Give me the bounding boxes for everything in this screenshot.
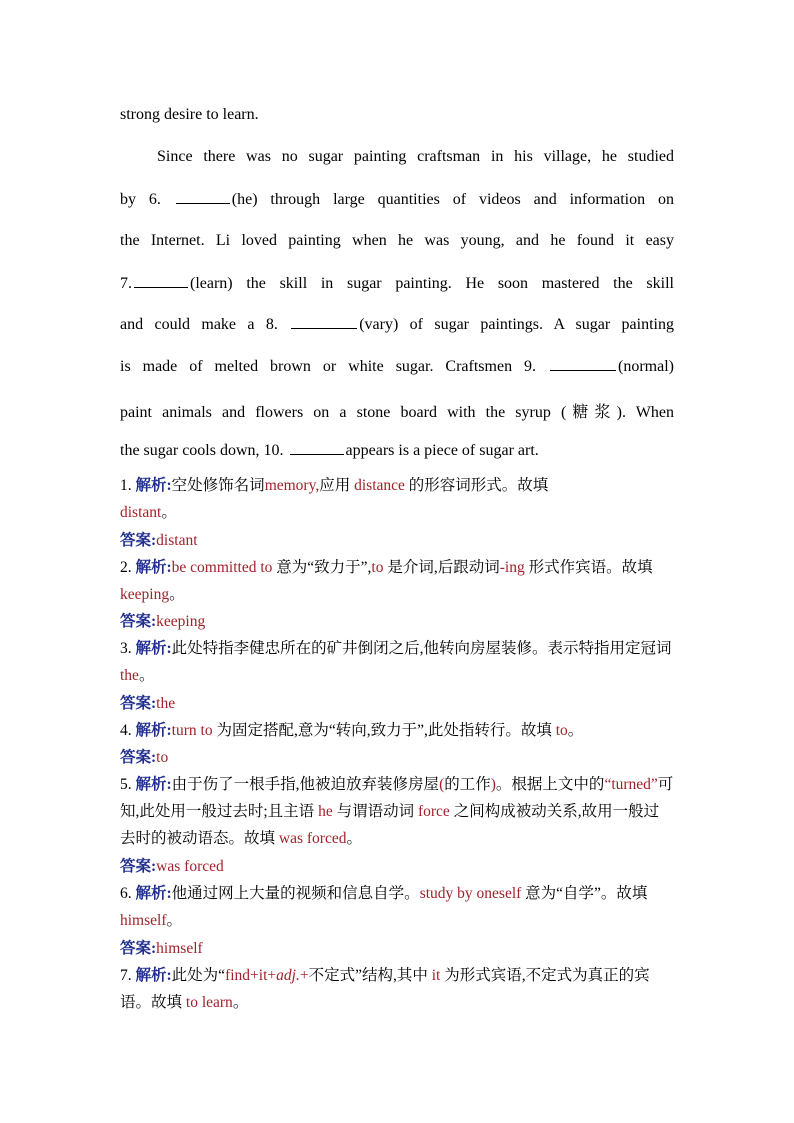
answer-6: 答案:himself	[120, 940, 203, 957]
blank-6[interactable]	[176, 190, 230, 204]
blank-9[interactable]	[550, 357, 616, 371]
blank-10[interactable]	[290, 441, 344, 455]
answer-4: 答案:to	[120, 749, 169, 766]
analysis-5: 5. 解析:由于伤了一根手指,他被迫放弃装修房屋(的工作)。根据上文中的“turned”可知,此处用一般过去时;且主语 he 与谓语动词 force 之间构成被动关系,故用一般过去时的被动语态。故填 was forced。	[120, 776, 674, 847]
answer-5: 答案:was forced	[120, 858, 224, 875]
blank-7[interactable]	[134, 274, 188, 288]
passage-line-3: by 6. (he) through large quantities of videos and information on	[120, 191, 674, 208]
analysis-4: 4. 解析:turn to 为固定搭配,意为“转向,致力于”,此处指转行。故填 to。	[120, 722, 584, 739]
analysis-7: 7. 解析:此处为“find+it+adj.+不定式”结构,其中 it 为形式宾语,不定式为真正的宾语。故填 to learn。	[120, 967, 650, 1011]
analysis-3: 3. 解析:此处特指李健忠所在的矿井倒闭之后,他转向房屋装修。表示特指用定冠词 the。	[120, 640, 672, 684]
answer-1: 答案:distant	[120, 532, 198, 549]
passage-line-9: the sugar cools down, 10. appears is a piece of sugar art.	[120, 442, 539, 459]
answer-2: 答案:keeping	[120, 613, 206, 630]
passage-line-4: the Internet. Li loved painting when he was young, and he found it easy	[120, 232, 674, 249]
answer-3: 答案:the	[120, 695, 176, 712]
analysis-2: 2. 解析:be committed to 意为“致力于”,to 是介词,后跟动词-ing 形式作宾语。故填 keeping。	[120, 559, 653, 603]
passage-line-7: is made of melted brown or white sugar. Craftsmen 9. (normal)	[120, 358, 674, 375]
passage-line-1: strong desire to learn.	[120, 106, 259, 123]
passage-line-2: Since there was no sugar painting craftsman in his village, he studied	[157, 148, 674, 165]
analysis-6: 6. 解析:他通过网上大量的视频和信息自学。study by oneself 意为“自学”。故填 himself。	[120, 885, 648, 929]
blank-8[interactable]	[291, 315, 357, 329]
passage-line-5: 7. (learn) the skill in sugar painting. He soon mastered the skill	[120, 275, 674, 292]
analysis-1: 1. 解析:空处修饰名词memory,应用 distance 的形容词形式。故填 distant。	[120, 477, 549, 521]
passage-line-8: paint animals and flowers on a stone board with the syrup (糖浆). When	[120, 404, 674, 421]
passage-line-6: and could make a 8. (vary) of sugar paintings. A sugar painting	[120, 316, 674, 333]
